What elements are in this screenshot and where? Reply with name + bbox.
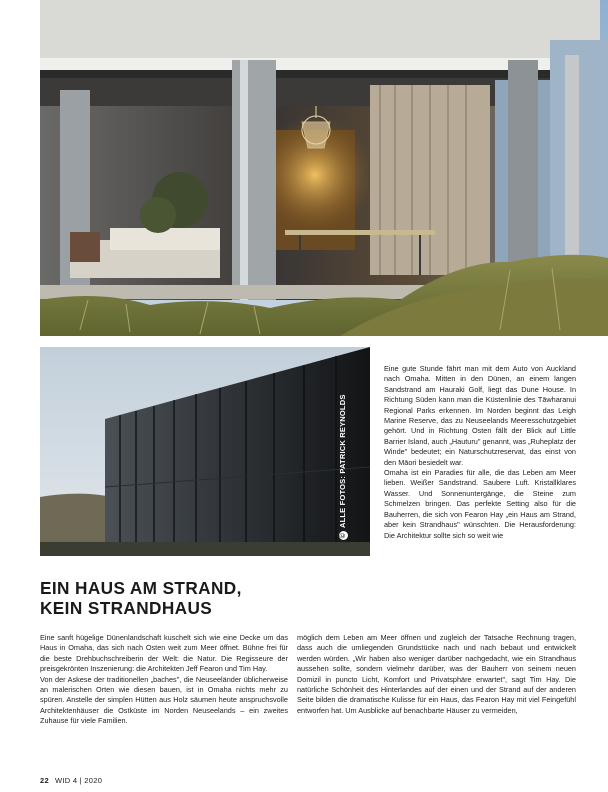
issue-label: WID 4 | 2020 [54,776,103,785]
paragraph: Omaha ist ein Paradies für alle, die das Leben am Meer lieben. Weißer Sandstrand. Saubere Luft. Kristallklares Wasser. Und Sonnenuntergänge, die Steine zum Schmelzen bringen. Das perfekte Setting also für die Bauherren, die sich von Fearon Hay „ein Haus am Strand, aber kein Strandhaus" wünschten. Die Herausforderung: Die Architektur sollte sich so weit wie [384,468,576,540]
copyright-icon: © [340,532,347,539]
paragraph: Eine gute Stunde fährt man mit dem Auto von Auckland nach Omaha. Mitten in den Dünen, an einem langen Sandstrand am Hauraki Golf, liegt das Dune House. In Richtung Süden kann man die Küstenlinie des Tāwharanui Regional Parks erkennen. Im Norden beginnt das Leigh Marine Reserve, das zu Neuseelands Meeresschutzgebiet gehört. Und in Richtung Osten fällt der Blick auf Little Barrier Island, auch „Hauturu" genannt, was „Ruheplatz der Winde" bedeutet; ein Naturschutzreservat, das einst von den Māori besiedelt war. [384,364,576,467]
photo-credit [338,394,352,540]
right-column-text [384,364,576,541]
article-headline [40,578,370,618]
hero-photo [40,0,608,336]
intro-column-text [40,633,288,727]
headline-line: KEIN STRANDHAUS [40,598,213,618]
page-footer [40,776,102,785]
facade-photo [40,347,370,556]
middle-column-text [297,633,576,716]
paragraph: möglich dem Leben am Meer öffnen und zugleich der Tatsache Rechnung tragen, dass auch die umliegenden Grundstücke nach und nach bebaut und entwickelt werden würden. „Wir haben also weniger darüber nachgedacht, wie ein Strandhaus aussehen sollte, sondern vielmehr darüber, was der Bauherr von seinem neuen Domizil in puncto Licht, Komfort und Privatsphäre erwartet", sagt Tim Hay. Die natürliche Schönheit des Hinterlandes auf der einen und der Strand auf der anderen Seite bilden die dramatische Kulisse für ein Haus, das Fearon Hay mit viel Feingefühl entworfen hat. Um Ausblicke auf benachbarte Häuser zu vermeiden, [297,633,576,715]
paragraph: Von der Askese der traditionellen „baches", die Neuseeländer üblicherweise an malerischen Orten wie diesen bauen, ist in Omaha nichts mehr zu spüren. Anstelle der simplen Hütten aus Holz säumen heute anspruchsvolle Architektenhäuser die Ostküste im Norden Neuseelands – ein zweites Zuhause für viele Familien. [40,674,288,726]
photo-credit-text: ALLE FOTOS: PATRICK REYNOLDS [338,394,347,528]
facade-photo-drawing [40,347,370,556]
hero-photo-drawing [40,0,608,336]
paragraph: Eine sanft hügelige Dünenlandschaft kuschelt sich wie eine Decke um das Haus in Omaha, das sich nach Osten weit zum Meer öffnet. Bühne frei für die beste Drehbuchschreiberin der Welt: die Natur. Die Regisseure der preisgekrönten Inszenierung: die Architekten Jeff Fearon und Tim Hay. [40,633,288,674]
headline-line: EIN HAUS AM STRAND, [40,578,242,598]
page-number: 22 [40,776,49,785]
